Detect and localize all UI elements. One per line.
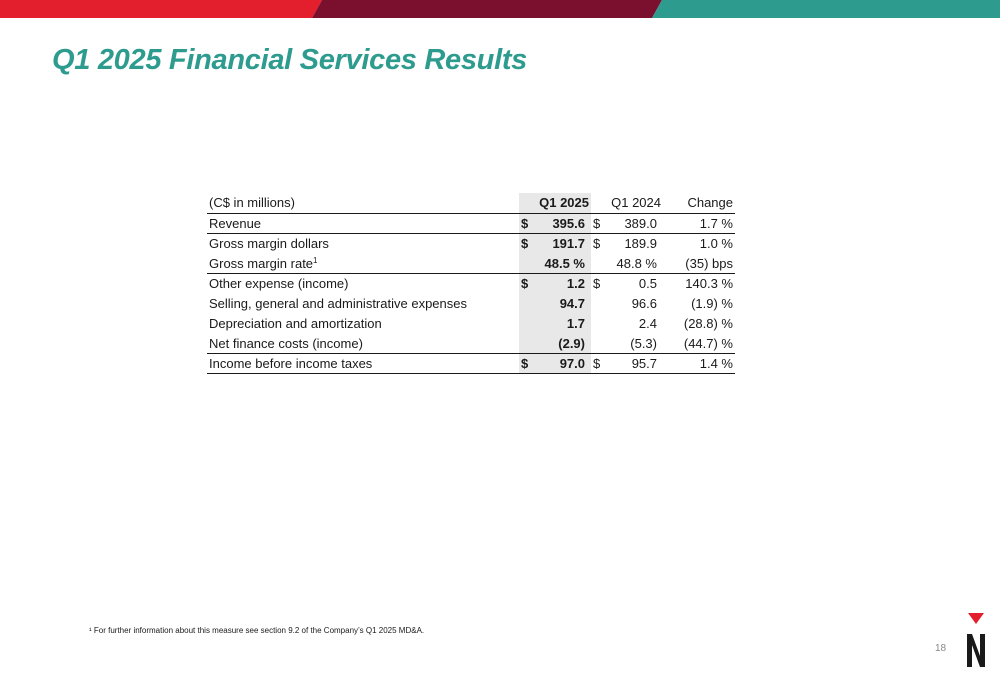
row-label: Depreciation and amortization [209,316,382,331]
q1-2025-value: 97.0 [559,356,585,371]
page-number: 18 [935,643,947,654]
banner-maroon-segment [312,0,662,18]
company-logo [962,612,990,668]
logo-n-letter [967,634,985,667]
q1-2025-value: 1.7 [566,316,585,331]
change-value: 140.3 % [685,276,733,291]
row-label: Income before income taxes [209,356,373,371]
table-row-total [207,354,735,374]
header-q1-2024: Q1 2024 [611,195,661,210]
q1-2024-value: 189.9 [624,236,657,251]
table-row [207,294,735,314]
table-row [207,234,735,254]
q1-2024-value: 95.7 [631,356,657,371]
change-value: 1.7 % [699,216,733,231]
header-q1-2025: Q1 2025 [539,195,589,210]
row-label: Revenue [209,216,262,231]
row-label [209,254,318,274]
q1-2025-value: 191.7 [552,236,585,251]
q1-2024-value: 96.6 [631,296,657,311]
row-label: Net finance costs (income) [209,336,363,351]
slide-title: Q1 2025 Financial Services Results [52,44,528,76]
q1-2024-currency: $ [593,236,601,251]
table-row [207,314,735,334]
q1-2025-value: (2.9) [558,336,585,351]
table-row [207,334,735,354]
table-row [207,274,735,294]
q1-2025-currency: $ [521,276,529,291]
q1-2024-value: 389.0 [624,216,657,231]
change-value: (44.7) % [683,336,733,351]
q1-2025-currency: $ [521,216,529,231]
q1-2024-currency: $ [593,356,601,371]
logo-red-triangle [968,613,984,624]
row-label-text: Gross margin rate [209,256,314,271]
q1-2025-value: 395.6 [552,216,585,231]
q1-2025-value: 48.5 % [544,256,585,271]
q1-2024-currency: $ [593,276,601,291]
banner-red-segment [0,0,322,18]
footnote: ¹ For further information about this measure see section 9.2 of the Company’s Q1 2025 MD&A. [89,626,425,635]
change-value: 1.4 % [699,356,733,371]
row-label: Other expense (income) [209,276,349,291]
header-change: Change [687,195,733,210]
q1-2024-value: 48.8 % [616,256,657,271]
q1-2024-value: 2.4 [638,316,657,331]
q1-2024-currency: $ [593,216,601,231]
change-value: (28.8) % [683,316,733,331]
footnote-marker: 1 [313,256,318,265]
table-row [207,254,735,274]
header-units-label: (C$ in millions) [209,195,295,210]
financial-results-table [207,193,735,374]
q1-2025-currency: $ [521,236,529,251]
q1-2025-value: 94.7 [559,296,585,311]
q1-2025-value: 1.2 [566,276,585,291]
change-value: 1.0 % [699,236,733,251]
table-row [207,214,735,234]
q1-2024-value: 0.5 [638,276,657,291]
q1-2025-currency: $ [521,356,529,371]
change-value: (35) bps [685,256,733,271]
banner-teal-segment [652,0,1000,18]
top-banner [0,0,1000,18]
q1-2024-value: (5.3) [630,336,657,351]
row-label: Gross margin dollars [209,236,329,251]
change-value: (1.9) % [691,296,733,311]
table-header-row [207,193,735,214]
row-label: Selling, general and administrative expenses [209,296,467,311]
